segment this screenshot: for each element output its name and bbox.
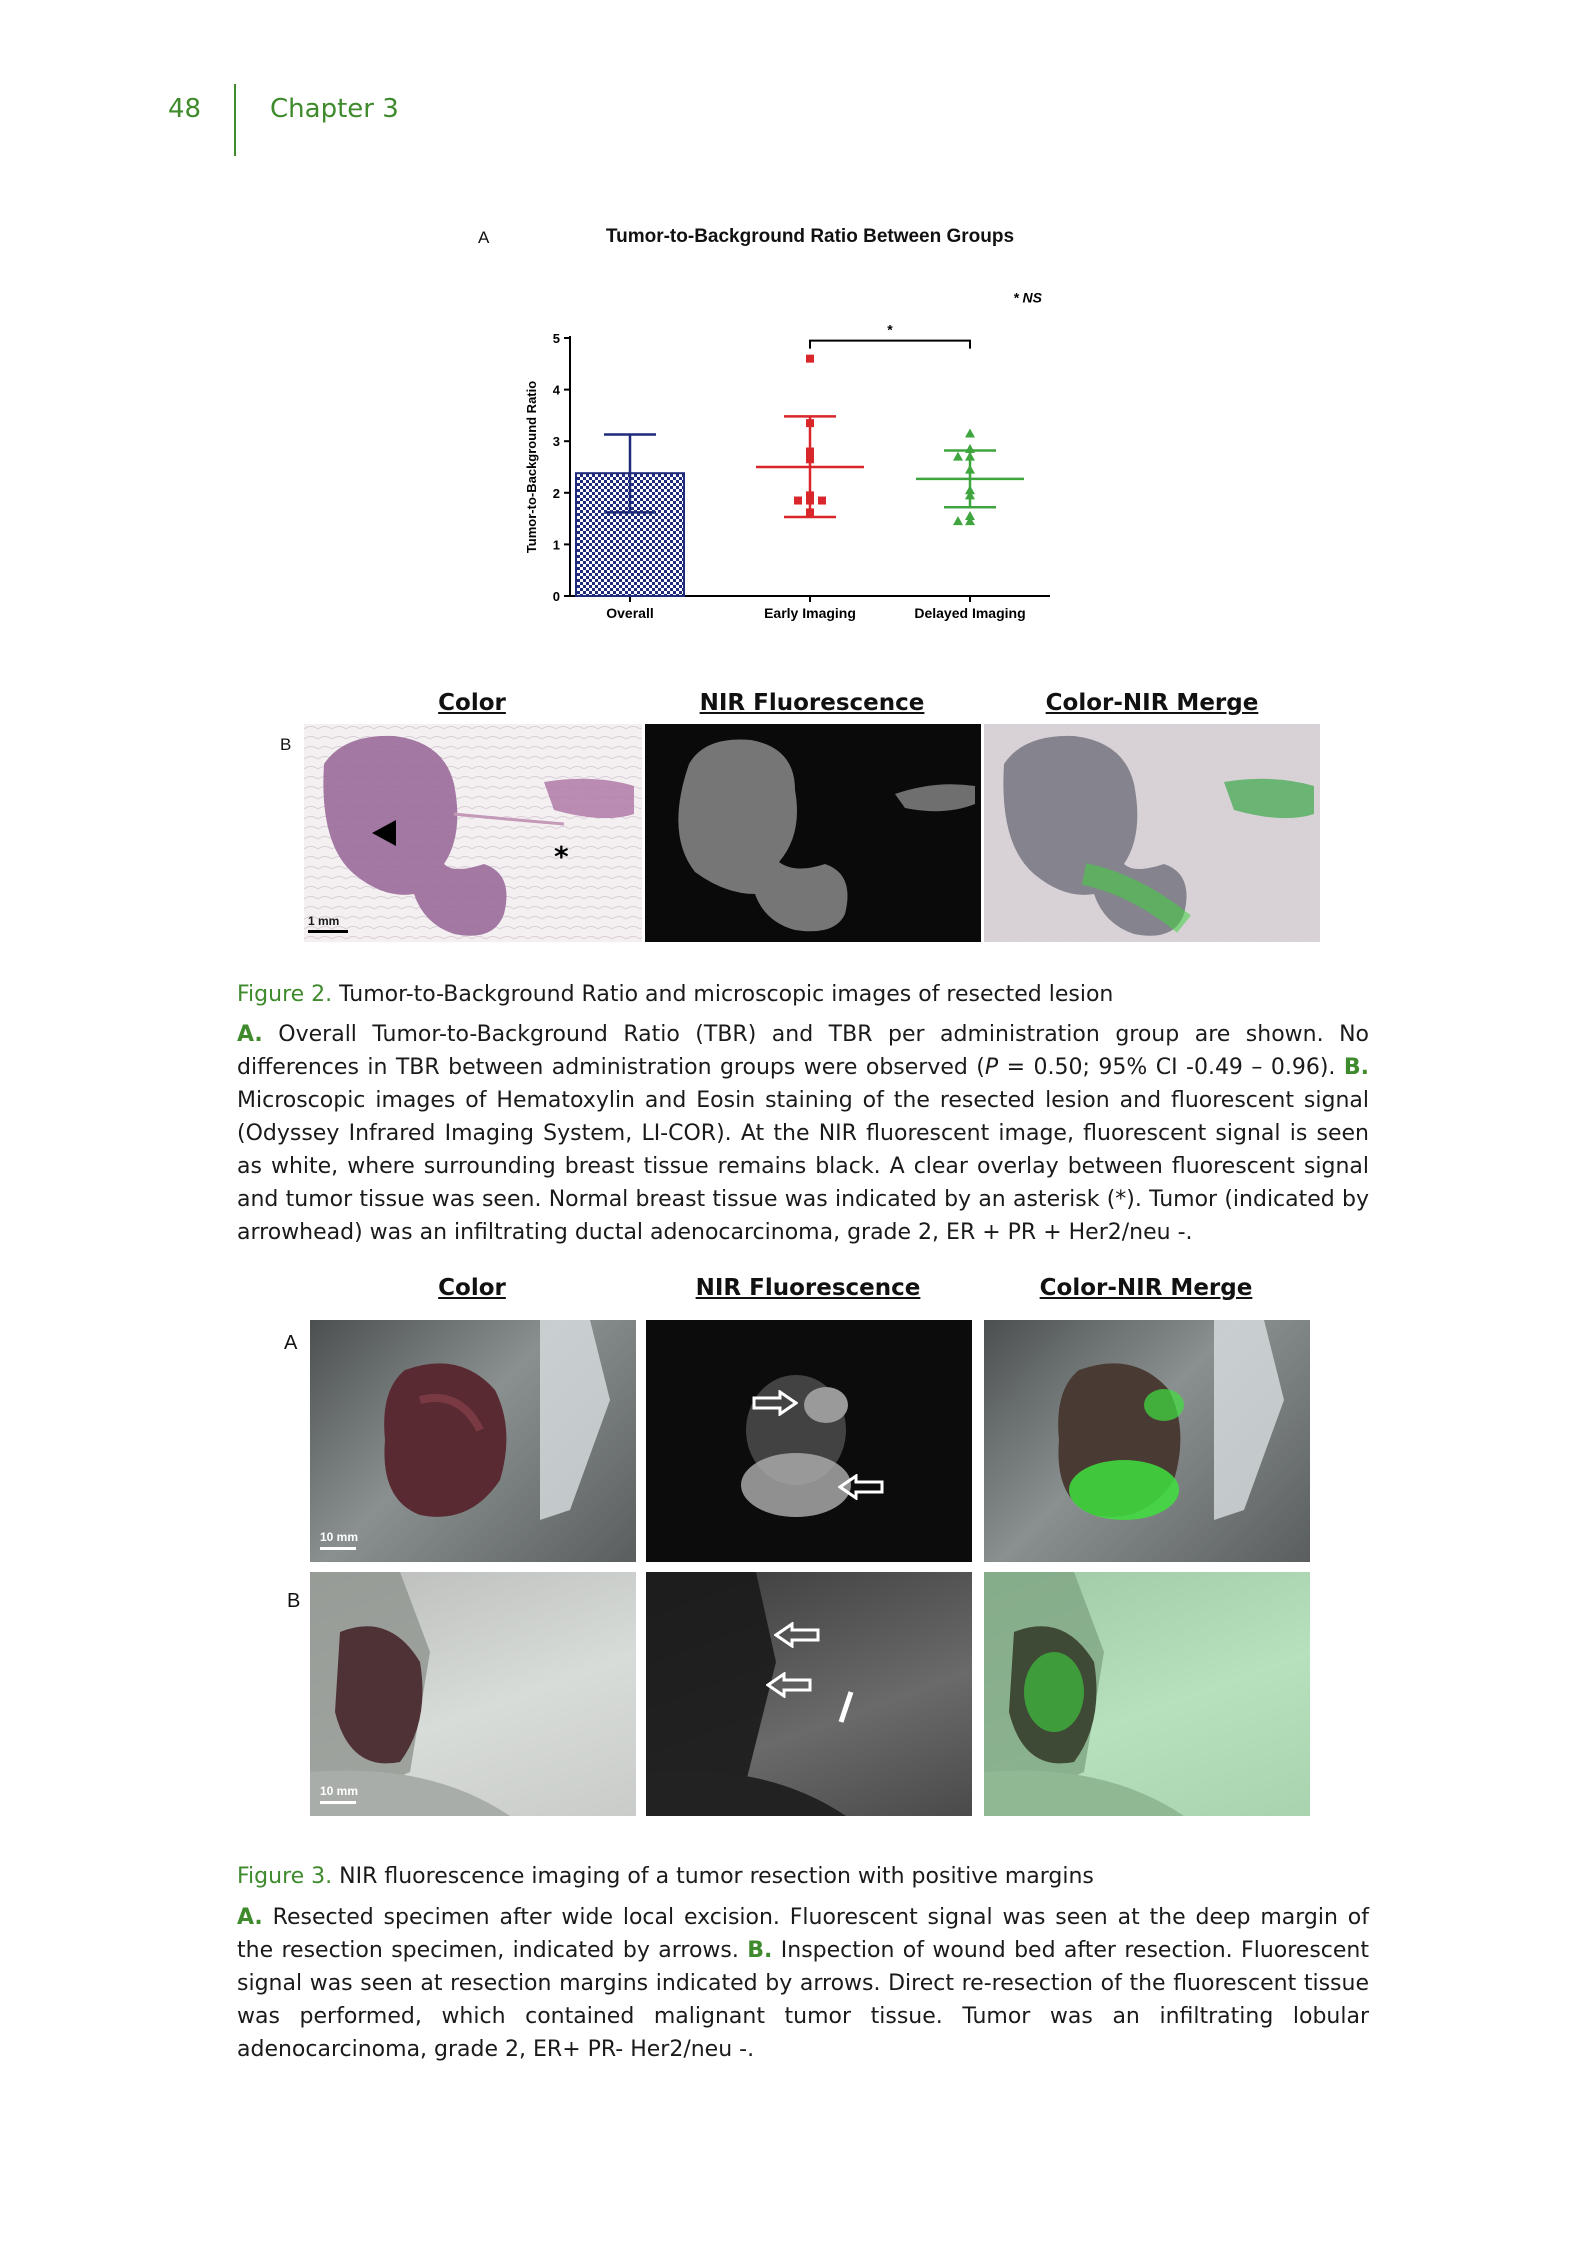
fig2-caption-b-label: B. — [1343, 1055, 1369, 1080]
fig3-caption-label: Figure 3. — [237, 1864, 333, 1889]
he-stain-image — [304, 724, 642, 942]
y-tick-label: 5 — [552, 331, 560, 346]
nir-microscopy-image — [645, 724, 981, 942]
fig3-caption-a-label: A. — [237, 1905, 263, 1930]
data-point — [806, 355, 814, 363]
fig3-caption-body — [237, 1901, 1369, 2066]
fig2-caption-b-text: Microscopic images of Hematoxylin and Eosin staining of the resected lesion and fluorescent signal (Odyssey Infrared Imaging System, LI-COR). At the NIR fluorescent image, fluorescent signal is seen as white, where surrounding breast tissue remains black. A clear overlay between fluorescent signal and tumor tissue was seen. Normal breast tissue was indicated by an asterisk (*). Tumor (indicated by arrowhead) was an infiltrating ductal adenocarcinoma, grade 2, ER + PR + Her2/neu -. — [237, 1088, 1369, 1245]
data-point — [806, 497, 814, 505]
fig3-caption-b-label: B. — [747, 1938, 773, 1963]
fig3-row-a-letter: A — [284, 1332, 298, 1354]
fig2-caption-a-label: A. — [237, 1022, 263, 1047]
fig2-col-merge: Color-NIR Merge — [1045, 690, 1259, 716]
x-tick-label: Delayed Imaging — [914, 605, 1026, 621]
fig2-caption-p: P — [984, 1055, 999, 1080]
asterisk-marker: * — [554, 840, 569, 873]
fig3a-arrow-right-icon — [752, 1390, 798, 1416]
arrowhead-marker — [372, 820, 396, 846]
fig3-caption-title-text: NIR fluorescence imaging of a tumor resection with positive margins — [332, 1864, 1094, 1889]
data-point — [818, 497, 826, 505]
data-point — [965, 428, 975, 437]
fig3-col-merge: Color-NIR Merge — [1039, 1275, 1253, 1301]
fig3b-color-image — [310, 1572, 636, 1816]
fig3-row-b-letter: B — [287, 1590, 301, 1612]
x-tick-label: Overall — [606, 605, 654, 621]
fig2-col-nir: NIR Fluorescence — [699, 690, 925, 716]
fig3-col-nir: NIR Fluorescence — [695, 1275, 921, 1301]
data-point — [953, 452, 963, 461]
scale-bar — [308, 930, 348, 933]
fig3-caption-a-text: Resected specimen after wide local excision. Fluorescent signal was seen at the deep margin of the resection specimen, indicated by arrows. — [237, 1905, 1369, 1963]
fig3b-arrow-left-icon-1 — [774, 1622, 820, 1648]
fig3a-nir-image — [646, 1320, 972, 1562]
fig2-panel-b-letter: B — [280, 735, 292, 754]
y-tick-label: 2 — [552, 485, 560, 501]
fig3b-nir-image — [646, 1572, 972, 1816]
chart-title: Tumor-to-Background Ratio Between Groups — [605, 226, 1015, 247]
y-tick-label: 4 — [552, 382, 560, 398]
y-tick-label: 1 — [552, 537, 560, 553]
fig3a-scale-label: 10 mm — [320, 1530, 359, 1544]
fig3-col-color: Color — [438, 1275, 506, 1301]
ns-annotation: * NS — [1013, 289, 1042, 306]
fig2-caption-title — [237, 978, 1369, 1011]
fig2-caption-a-text2: = 0.50; 95% CI -0.49 – 0.96). — [998, 1055, 1344, 1080]
data-point — [794, 497, 802, 505]
y-tick-label: 0 — [552, 589, 560, 604]
fig3b-scale-bar — [320, 1801, 356, 1804]
tbr-chart — [520, 270, 1080, 630]
fig2-panel-a-letter: A — [478, 228, 490, 247]
chapter-title: Chapter 3 — [270, 94, 399, 124]
data-point — [965, 465, 975, 474]
data-point — [806, 455, 814, 463]
fig3a-color-image — [310, 1320, 636, 1562]
merge-microscopy-image — [984, 724, 1320, 942]
data-point — [965, 452, 975, 461]
fig3a-scale-bar — [320, 1547, 356, 1550]
data-point — [806, 419, 814, 427]
fig2-caption-title-text: Tumor-to-Background Ratio and microscopic images of resected lesion — [332, 982, 1114, 1007]
fig3-caption-b-text: Inspection of wound bed after resection. Fluorescent signal was seen at resection margins indicated by arrows. Direct re-resection of the fluorescent tissue was performed, which contained malignant tumor tissue. Tumor was an infiltrating lobular adenocarcinoma, grade 2, ER+ PR- Her2/neu -. — [237, 1938, 1369, 2062]
data-point — [806, 508, 814, 516]
data-point — [965, 444, 975, 453]
data-point — [953, 516, 963, 525]
fig2-caption-label: Figure 2. — [237, 982, 333, 1007]
scale-bar-label: 1 mm — [308, 914, 340, 928]
header-divider — [234, 84, 236, 156]
bracket-star: * — [887, 321, 893, 338]
fig3a-merge-image — [984, 1320, 1310, 1562]
fig2-caption-body — [237, 1018, 1369, 1249]
page-number: 48 — [168, 94, 202, 124]
fig3b-scale-label: 10 mm — [320, 1784, 359, 1798]
y-axis-label: Tumor-to-Background Ratio — [524, 380, 539, 554]
fig2-col-color: Color — [438, 690, 506, 716]
data-point — [806, 448, 814, 456]
comparison-bracket — [810, 341, 970, 349]
y-tick-label: 3 — [552, 434, 560, 450]
x-tick-label: Early Imaging — [764, 605, 856, 621]
fig3b-arrow-left-icon-2 — [766, 1672, 812, 1698]
fig3-caption-title — [237, 1860, 1369, 1893]
fig3a-arrow-left-icon — [838, 1474, 884, 1500]
fig3b-merge-image — [984, 1572, 1310, 1816]
fig2-caption-a-text: Overall Tumor-to-Background Ratio (TBR) and TBR per administration group are shown. No differences in TBR between administration groups were observed ( — [237, 1022, 1369, 1080]
